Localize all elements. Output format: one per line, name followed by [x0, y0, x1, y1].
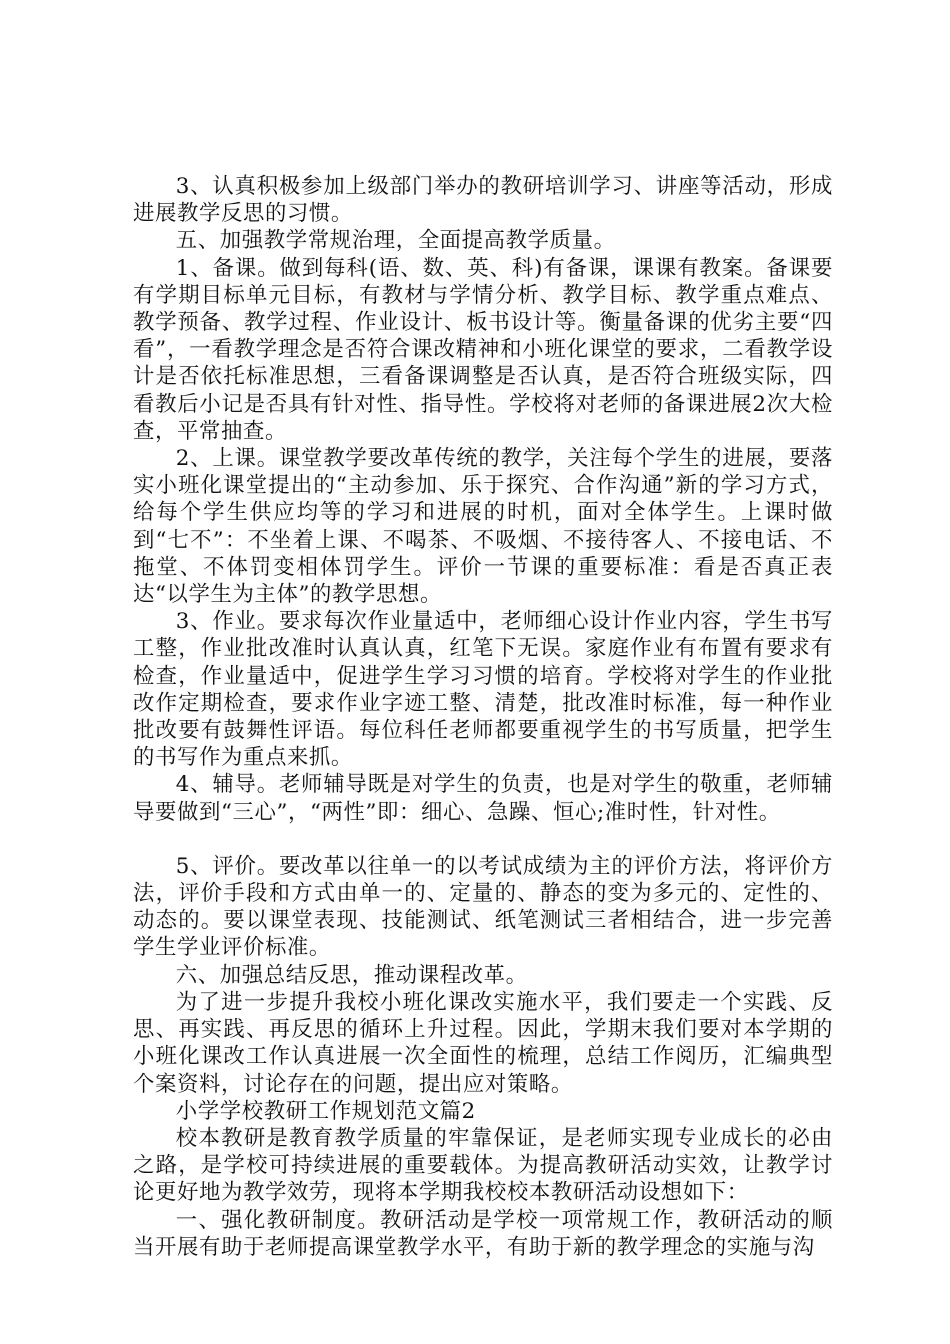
- paragraph-intro-2: 校本教研是教育教学质量的牢靠保证，是老师实现专业成长的必由之路，是学校可持续进展的重要载体。为提高教研活动实效，让教学讨论更好地为教学效劳，现将本学期我校校本教研活动设想如下：: [133, 1125, 833, 1206]
- paragraph-lesson-prep: 1、备课。做到每科(语、数、英、科)有备课，课课有教案。备课要有学期目标单元目标，有教材与学情分析、教学目标、教学重点难点、教学预备、教学过程、作业设计、板书设计等。衡量备课的优劣主要“四看”，一看教学理念是否符合课改精神和小班化课堂的要求，二看教学设计是否依托标准思想，三看备课调整是否认真，是否符合班级实际，四看教后小记是否具有针对性、指导性。学校将对老师的备课进展2次大检查，平常抽查。: [133, 255, 833, 444]
- document-page: [133, 173, 833, 1261]
- paragraph-class: 2、上课。课堂教学要改革传统的教学，关注每个学生的进展，要落实小班化课堂提出的“主动参加、乐于探究、合作沟通”新的学习方式，给每个学生供应均等的学习和进展的时机，面对全体学生。上课时做到“七不”：不坐着上课、不喝茶、不吸烟、不接待客人、不接电话、不拖堂、不体罚变相体罚学生。评价一节课的重要标准：看是否真正表达“以学生为主体”的教学思想。: [133, 446, 833, 608]
- article-title-2: 小学学校教研工作规划范文篇2: [175, 1098, 476, 1124]
- section-heading-5: 五、加强教学常规治理，全面提高教学质量。: [175, 228, 616, 254]
- paragraph-reflection: 为了进一步提升我校小班化课改实施水平，我们要走一个实践、反思、再实践、再反思的循环上升过程。因此，学期末我们要对本学期的小班化课改工作认真进展一次全面性的梳理，总结工作阅历，汇编典型个案资料，讨论存在的问题，提出应对策略。: [133, 989, 833, 1097]
- paragraph-tutoring: 4、辅导。老师辅导既是对学生的负责，也是对学生的敬重，老师辅导要做到“三心”，“两性”即：细心、急躁、恒心;准时性，针对性。: [133, 772, 833, 825]
- paragraph-spacer: [133, 826, 833, 853]
- paragraph-evaluation: 5、评价。要改革以往单一的以考试成绩为主的评价方法，将评价方法，评价手段和方式由单一的、定量的、静态的变为多元的、定性的、动态的。要以课堂表现、技能测试、纸笔测试三者相结合，进一步完善学生学业评价标准。: [133, 853, 833, 961]
- paragraph-section-1: 一、强化教研制度。教研活动是学校一项常规工作，教研活动的顺当开展有助于老师提高课堂教学水平，有助于新的教学理念的实施与沟: [133, 1207, 833, 1260]
- section-heading-6: 六、加强总结反思，推动课程改革。: [175, 962, 528, 988]
- paragraph-homework: 3、作业。要求每次作业量适中，老师细心设计作业内容，学生书写工整，作业批改准时认真认真，红笔下无误。家庭作业有布置有要求有检查，作业量适中，促进学生学习习惯的培育。学校将对学生的作业批改作定期检查，要求作业字迹工整、清楚，批改准时标准，每一种作业批改要有鼓舞性评语。每位科任老师都要重视学生的书写质量，把学生的书写作为重点来抓。: [133, 609, 833, 771]
- paragraph-1: 3、认真积极参加上级部门举办的教研培训学习、讲座等活动，形成进展教学反思的习惯。: [133, 174, 833, 227]
